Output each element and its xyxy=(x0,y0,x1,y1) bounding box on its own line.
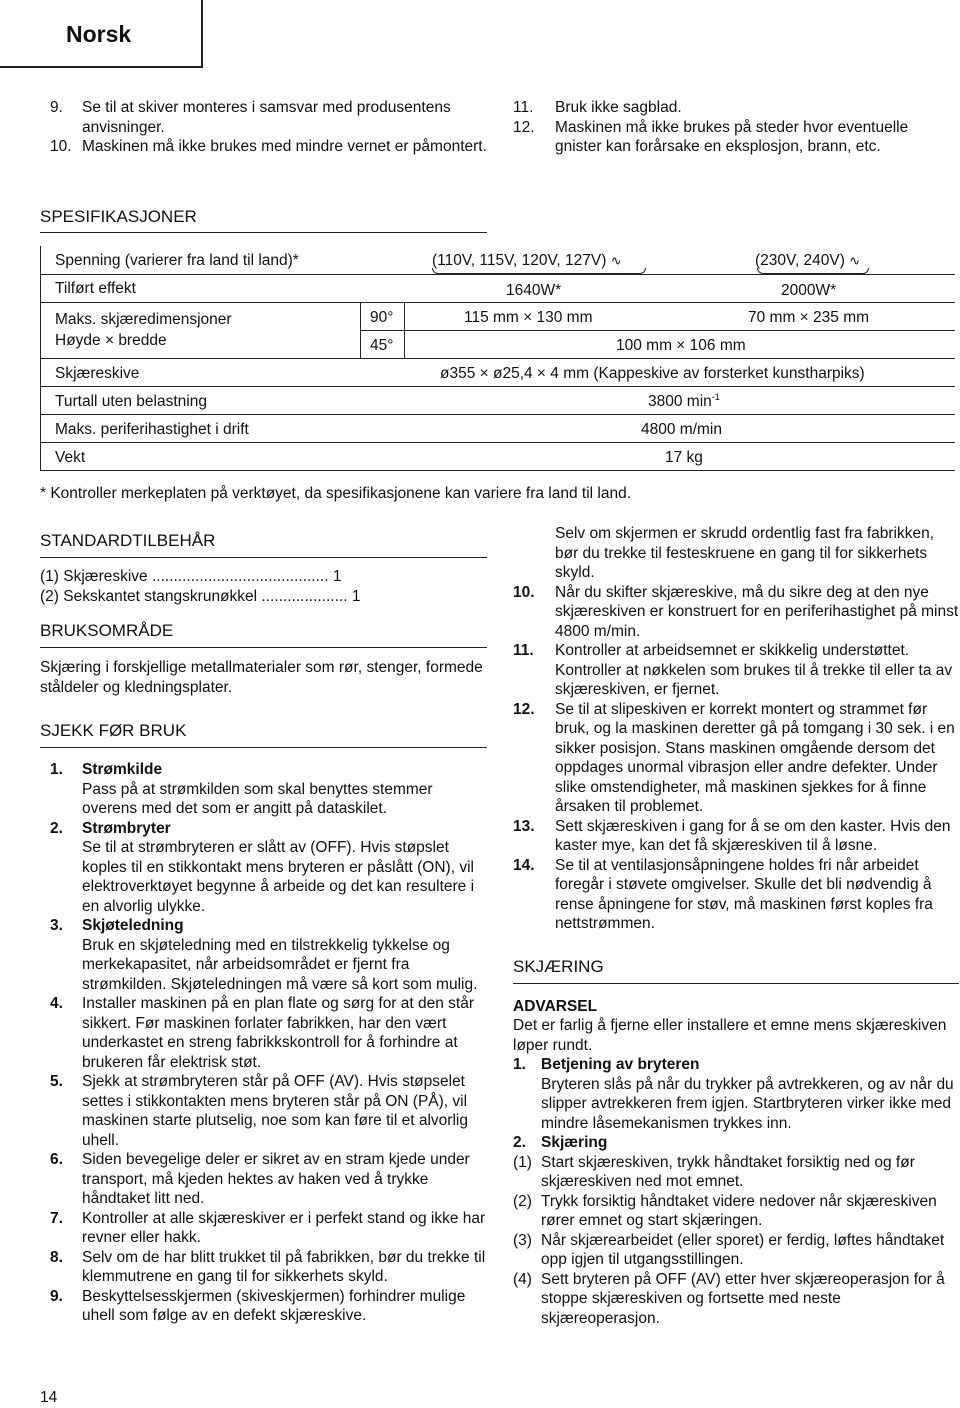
dim90-low: 115 mm × 130 mm xyxy=(464,309,593,326)
standard-item: (2) Sekskantet stangskrunøkkel .................... 1 xyxy=(40,587,361,605)
dim-label-1: Maks. skjæredimensjoner xyxy=(55,311,232,328)
standard-heading: STANDARDTILBEHÅR xyxy=(40,531,216,550)
check-item-2: 2. Strømbryter Se til at strømbryteren er slått av (OFF). Hvis støpslet koples til en stikkontakt mens bryteren er påslått (ON), vil elektroverktøyet begynne å arbeide og det kan resultere i en alvorlig ulykke. xyxy=(50,819,475,915)
dim45: 100 mm × 106 mm xyxy=(616,337,746,354)
left-column xyxy=(40,530,490,1326)
check-item-13: 13. Sett skjæreskiven i gang for å se om den kaster. Hvis den kaster mye, kan det få skjæreskiven til å løsne. xyxy=(513,817,951,854)
step-4: (4) Sett bryteren på OFF (AV) etter hver skjæreoperasjon for å stoppe skjæreskiven og fortsette med neste skjæreoperasjon. xyxy=(513,1270,945,1327)
periph-label: Maks. periferihastighet i drift xyxy=(55,421,249,438)
check-item-1: 1. Strømkilde Pass på at strømkilden som skal benyttes stemmer overens med det som er angitt på dataskilet. xyxy=(50,761,433,817)
speed-value: 3800 $\min^{-1}$ xyxy=(648,391,720,410)
check-item-14: 14. Se til at ventilasjonsåpningene holdes fri når arbeidet foregår i støvete omgivelser. Skulle det bli nødvendig å rense åpningene for støv, må maskinen først koples fra nettstrømmen. xyxy=(513,856,933,932)
step-1: (1) Start skjæreskiven, trykk håndtaket forsiktig ned og før skjæreskiven ned mot emnet. xyxy=(513,1153,915,1190)
step-2: (2) Trykk forsiktig håndtaket videre nedover når skjæreskiven rører emnet og start skjæringen. xyxy=(513,1192,937,1229)
voltage-low: (110V, 115V, 120V, 127V) ∿ xyxy=(432,252,622,269)
check-item-7: 7. Kontroller at alle skjæreskiver er i perfekt stand og ikke har revner eller hakk. xyxy=(50,1209,486,1246)
bruksomrade-heading: BRUKSOMRÅDE xyxy=(40,621,174,640)
sjekk-heading: SJEKK FØR BRUK xyxy=(40,721,187,740)
right-lead: Selv om skjermen er skrudd ordentlig fast fra fabrikken, bør du trekke til festeskruene en gang til for sikkerhets skyld. xyxy=(555,525,935,581)
list-item: 9. Se til at skiver monteres i samsvar med produsentens anvisninger. xyxy=(50,99,451,136)
top-left-list xyxy=(40,98,490,157)
wheel-value: ø355 × ø25,4 × 4 mm (Kappeskive av forsterket kunstharpiks) xyxy=(440,365,865,382)
dim-label-2: Høyde × bredde xyxy=(55,332,167,349)
periph-value: 4800 m/min xyxy=(641,421,722,438)
power-label: Tilført effekt xyxy=(55,280,136,297)
angle-45: 45° xyxy=(370,337,394,354)
brace-low xyxy=(432,268,646,274)
section-1: 1. Betjening av bryteren Bryteren slås på når du trykker på avtrekkeren, og av når du slipper avtrekkeren frem igjen. Startbryteren virker ikke med mindre låsemekanismen trykkes inn. xyxy=(513,1056,954,1132)
check-item-11: 11. Kontroller at arbeidsemnet er skikkelig understøttet. Kontroller at nøkkelen som brukes til å trekke til eller ta av skjæreskiven, er fjernet. xyxy=(513,642,953,698)
check-item-9: 9. Beskyttelsesskjermen (skiveskjermen) forhindrer mulige uhell som følge av en defekt skjæreskive. xyxy=(50,1287,466,1324)
spec-table xyxy=(40,246,955,476)
power-low: 1640W* xyxy=(506,282,562,299)
weight-label: Vekt xyxy=(55,449,86,466)
check-item-3: 3. Skjøteledning Bruk en skjøteledning med en tilstrekkelig tykkelse og merkekapasitet, når arbeidsområdet er fjernt fra strømkilden. Skjøteledningen må være så kort som mulig. xyxy=(50,917,478,993)
check-item-12: 12. Se til at slipeskiven er korrekt montert og strammet før bruk, og la maskinen deretter gå på tomgang i 30 sek. i en sikker posisjon. Stans maskinen omgående dersom det oppdages unormal vibrasjon eller andre defekter. Under slike omstendigheter, må maskinen sjekkes for å finne årsaken til problemet. xyxy=(513,700,955,815)
list-item: 10. Maskinen må ikke brukes med mindre vernet er påmontert. xyxy=(50,138,487,155)
list-item: 11. Bruk ikke sagblad. xyxy=(513,99,682,116)
warning-title: ADVARSEL xyxy=(513,997,598,1015)
voltage-label: Spenning (varierer fra land til land)* xyxy=(55,252,299,269)
brace-high xyxy=(757,268,869,274)
list-item: 12. Maskinen må ikke brukes på steder hvor eventuelle gnister kan forårsake en eksplosjon, brann, etc. xyxy=(513,118,909,155)
step-3: (3) Når skjærearbeidet (eller sporet) er ferdig, løftes håndtaket opp igjen til utgangsstillingen. xyxy=(513,1231,945,1268)
check-item-10: 10. Når du skifter skjæreskive, må du sikre deg at den nye skjæreskiven er konstruert for en periferihastighet på minst 4800 m/min. xyxy=(513,583,959,640)
check-item-5: 5. Sjekk at strømbryteren står på OFF (AV). Hvis støpselet settes i stikkontakten mens bryteren står på ON (PÅ), vil maskinen starte plutselig, noe som kan føre til et alvorlig uhell. xyxy=(50,1073,468,1149)
spec-heading-rule xyxy=(40,232,487,233)
check-item-6: 6. Siden bevegelige deler er sikret av en stram kjede under transport, må kjeden hektes av haken ved å trykke håndtaket litt ned. xyxy=(50,1151,470,1207)
power-high: 2000W* xyxy=(781,282,837,299)
language-label: Norsk xyxy=(66,21,132,47)
top-right-list xyxy=(513,98,959,157)
skjaering-heading: SKJÆRING xyxy=(513,956,604,976)
weight-value: 17 kg xyxy=(665,449,703,466)
check-item-8: 8. Selv om de har blitt trukket til på fabrikken, bør du trekke til klemmutrene en gang til for sikkerhets skyld. xyxy=(50,1248,486,1285)
speed-label: Turtall uten belastning xyxy=(55,393,207,410)
standard-item: (1) Skjæreskive ......................................... 1 xyxy=(40,568,342,585)
spec-heading: SPESIFIKASJONER xyxy=(40,207,197,226)
right-column xyxy=(513,524,959,1328)
page-number: 14 xyxy=(40,1389,58,1406)
section-2: 2. Skjæring xyxy=(513,1134,608,1151)
check-item-4: 4. Installer maskinen på en plan flate og sørg for at den står sikkert. Før maskinen forlater fabrikken, har den vært underkastet en streng fabrikkskontroll for å forhindre at brukeren får elektrisk støt. xyxy=(50,995,475,1071)
wheel-label: Skjæreskive xyxy=(55,365,140,382)
spec-note: * Kontroller merkeplaten på verktøyet, da spesifikasjonene kan variere fra land til land. xyxy=(40,485,632,502)
language-tab xyxy=(0,0,203,68)
warning-text: Det er farlig å fjerne eller installere et emne mens skjæreskiven løper rundt. xyxy=(513,1017,947,1054)
bruksomrade-text: Skjæring i forskjellige metallmaterialer som rør, stenger, formede ståldeler og kledningsplater. xyxy=(40,659,483,696)
angle-90: 90° xyxy=(370,309,394,326)
voltage-high: (230V, 240V) ∿ xyxy=(755,252,861,269)
dim90-high: 70 mm × 235 mm xyxy=(748,309,870,326)
